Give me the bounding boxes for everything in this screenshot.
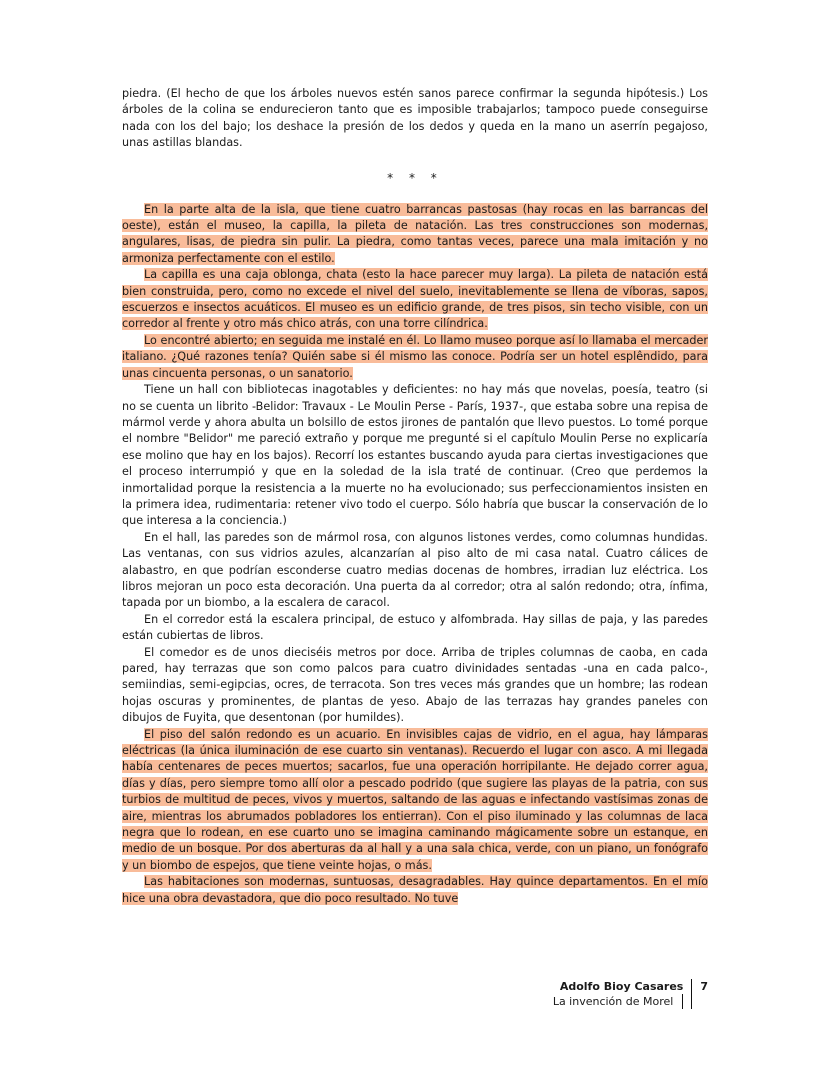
highlighted-text: Lo encontré abierto; en seguida me instalé en él. Lo llamo museo porque así lo llamaba el mercader italiano. ¿Qué razones tenía? Quién sabe si él mismo las conoce. Podría ser un hotel esplêndido, para unas cincuenta personas, o un sanatorio. [122,333,708,380]
paragraph-2 [122,202,708,268]
page-number: 7 [700,980,708,993]
paragraph-text: piedra. (El hecho de que los árboles nuevos estén sanos parece confirmar la segunda hipótesis.) Los árboles de la colina se endurecieron tanto que es imposible trabajarlos; tampoco puede conseguirse nada con los del bajo; los deshace la presión de los dedos y queda en la mano un aserrín pegajoso, unas astillas blandas. [122,87,708,150]
paragraph-text: Tiene un hall con bibliotecas inagotables y deficientes: no hay más que novelas, poesía, teatro (si no se cuenta un librito -Belidor: Travaux - Le Moulin Perse - París, 1937-, que estaba sobre una repisa de mármol verde y ahora abulta un bolsillo de estos jirones de pantalón que llevo puestos. Lo tomé porque el nombre "Belidor" me pareció extraño y porque me pregunté si el capítulo Moulin Perse no explicaría ese molino que hay en los bajos). Recorrí los estantes buscando ayuda para ciertas investigaciones que el proceso interrumpió y que en la soledad de la isla traté de continuar. (Creo que perdemos la inmortalidad porque la resistencia a la muerte no ha evolucionado; sus perfeccionamientos insisten en la primera idea, rudimentaria: retener vivo todo el cuerpo. Sólo habría que buscar la conservación de lo que interesa a la conciencia.) [122,383,708,528]
paragraph-8 [122,645,708,727]
separator-text: * * * [387,170,443,185]
paragraph-3 [122,267,708,333]
paragraph-10 [122,874,708,907]
footer-citation [553,979,684,1009]
footer-divider [691,979,708,1009]
highlighted-text: El piso del salón redondo es un acuario. En invisibles cajas de vidrio, en el agua, hay lámparas eléctricas (la única iluminación de ese cuarto sin ventanas). Recuerdo el lugar con asco. A mi llegada había centenares de peces muertos; sacarlos, fue una operación horripilante. He dejado correr agua, días y días, pero siempre tomo allí olor a pescado podrido (que sugiere las playas de la patria, con sus turbios de multitud de peces, vivos y muertos, saltando de las aguas e infectando vastísimas zonas de aire, mientras los abrumados pobladores los entierran). Con el piso iluminado y las columnas de laca negra que lo rodean, en ese cuarto uno se imagina caminando mágicamente sobre un estanque, en medio de un bosque. Por dos aberturas da al hall y a una sala chica, verde, con un piano, un fonógrafo y un biombo de espejos, que tiene veinte hojas, o más. [122,727,708,872]
footer-author: Adolfo Bioy Casares [559,980,684,993]
paragraph-text: En el hall, las paredes son de mármol rosa, con algunos listones verdes, como columnas hundidas. Las ventanas, con sus vidrios azules, alcanzarían al piso alto de mi casa natal. Cuatro cálices de alabastro, en que podrían esconderse cuatro medias docenas de hombres, irradian luz eléctrica. Los libros mejoran un poco esta decoración. Una puerta da al corredor; otra al salón redondo; otra, ínfima, tapada por un biombo, a la escalera de caracol. [122,530,708,610]
paragraph-5 [122,382,708,530]
page-footer [553,979,708,1009]
paragraph-text: El comedor es de unos dieciséis metros por doce. Arriba de triples columnas de caoba, en cada pared, hay terrazas que son como palcos para cuatro divinidades sentadas -una en cada palco-, semiindias, semi-egipcias, ocres, de terracota. Son tres veces más grandes que un hombre; las rodean hojas oscuras y prominentes, de plantas de yeso. Abajo de las terrazas hay grandes paneles con dibujos de Fuyita, que desentonan (por humildes). [122,645,708,725]
footer-book-title: La invención de Morel [553,994,684,1009]
paragraph-1 [122,86,708,152]
highlighted-text: Las habitaciones son modernas, suntuosas, desagradables. Hay quince departamentos. En el mío hice una obra devastadora, que dio poco resultado. No tuve [122,875,708,905]
footer-row [553,979,708,1009]
section-separator [122,171,708,185]
document-body [122,86,708,907]
paragraph-4 [122,333,708,382]
highlighted-text: En la parte alta de la isla, que tiene cuatro barrancas pastosas (hay rocas en las barrancas del oeste), están el museo, la capilla, la pileta de natación. Las tres construcciones son modernas, angulares, lisas, de piedra sin pulir. La piedra, como tantas veces, parece una mala imitación y no armoniza perfectamente con el estilo. [122,202,708,265]
paragraph-9 [122,727,708,875]
highlighted-text: La capilla es una caja oblonga, chata (esto la hace parecer muy larga). La pileta de natación está bien construida, pero, como no excede el nivel del suelo, inevitablemente se llena de víboras, sapos, escuerzos e insectos acuáticos. El museo es un edificio grande, de tres pisos, sin techo visible, con un corredor al frente y otro más chico atrás, con una torre cilíndrica. [122,268,708,331]
paragraph-7 [122,612,708,645]
paragraph-6 [122,530,708,612]
paragraph-text: En el corredor está la escalera principal, de estuco y alfombrada. Hay sillas de paja, y las paredes están cubiertas de libros. [122,612,708,643]
